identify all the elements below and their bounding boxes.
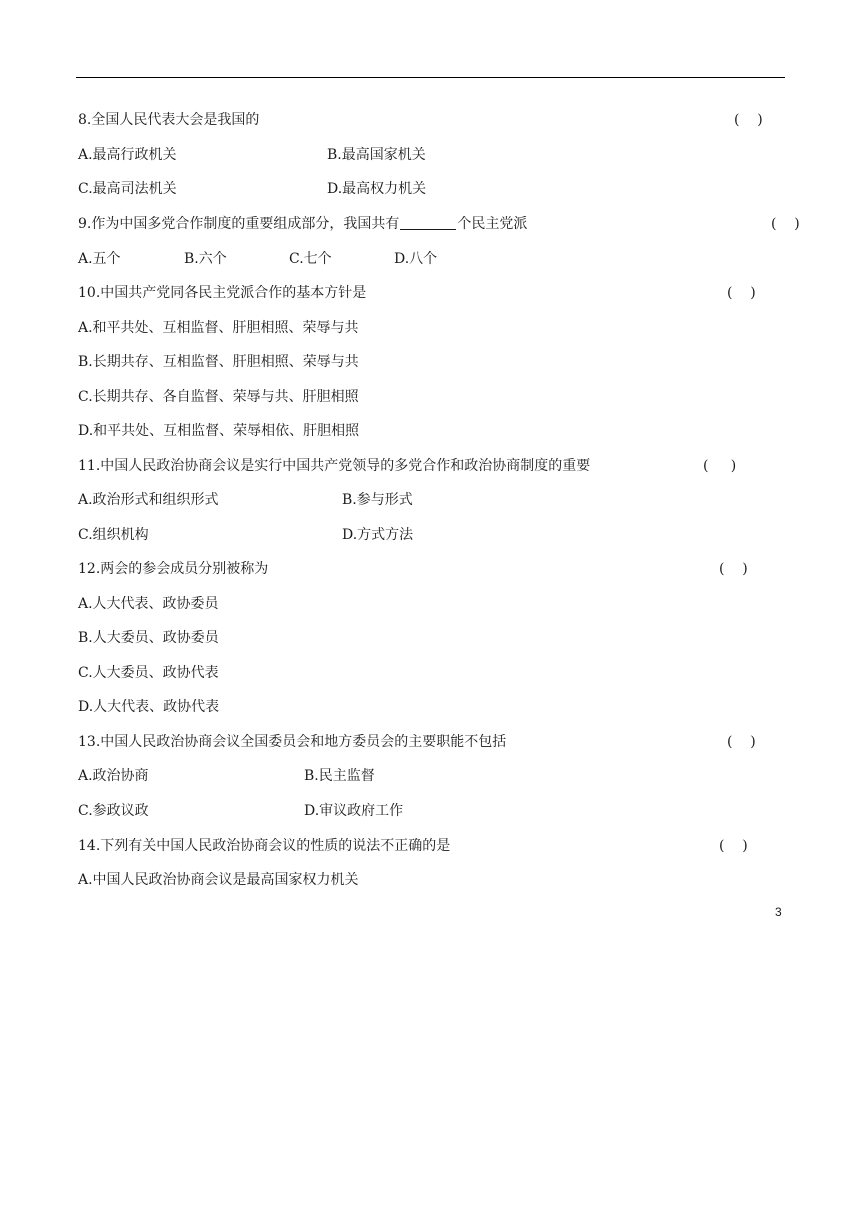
question-8-answer-paren: ( ) <box>734 112 763 128</box>
question-14-answer-paren: ( ) <box>719 838 748 854</box>
question-8-option-a: A.最高行政机关 <box>78 147 177 163</box>
question-10-option-a: A.和平共处、互相监督、肝胆相照、荣辱与共 <box>78 320 359 336</box>
question-10-option-b: B.长期共存、互相监督、肝胆相照、荣辱与共 <box>78 354 359 370</box>
question-9-answer-paren: ( ) <box>771 216 800 232</box>
header-rule <box>76 77 785 78</box>
question-13-option-d: D.审议政府工作 <box>304 803 404 819</box>
question-9-fill-blank <box>400 215 456 230</box>
question-11-option-d: D.方式方法 <box>342 527 414 543</box>
question-12-option-c: C.人大委员、政协代表 <box>78 665 219 681</box>
question-12-option-b: B.人大委员、政协委员 <box>78 630 219 646</box>
question-9-stem-after: 个民主党派 <box>457 216 528 232</box>
question-11-stem: 11.中国人民政治协商会议是实行中国共产党领导的多党合作和政治协商制度的重要 <box>78 458 591 474</box>
question-8-stem: 8.全国人民代表大会是我国的 <box>78 112 260 128</box>
question-10-stem: 10.中国共产党同各民主党派合作的基本方针是 <box>78 285 367 301</box>
question-11-option-a: A.政治形式和组织形式 <box>78 492 219 508</box>
question-12-option-d: D.人大代表、政协代表 <box>78 699 220 715</box>
question-9-stem <box>78 213 527 235</box>
question-9-stem-before: 9.作为中国多党合作制度的重要组成部分，我国共有 <box>78 216 400 232</box>
question-13-option-a: A.政治协商 <box>78 768 149 784</box>
question-12-stem: 12.两会的参会成员分别被称为 <box>78 561 269 577</box>
question-14-stem: 14.下列有关中国人民政治协商会议的性质的说法不正确的是 <box>78 838 451 854</box>
question-12-answer-paren: ( ) <box>719 561 748 577</box>
page-number: 3 <box>775 905 782 919</box>
question-11-option-b: B.参与形式 <box>342 492 413 508</box>
question-13-option-c: C.参政议政 <box>78 803 149 819</box>
question-9-option-b: B.六个 <box>184 251 227 267</box>
question-12-option-a: A.人大代表、政协委员 <box>78 596 219 612</box>
question-9-option-c: C.七个 <box>289 251 332 267</box>
question-9-option-d: D.八个 <box>394 251 438 267</box>
question-14-option-a: A.中国人民政治协商会议是最高国家权力机关 <box>78 872 359 888</box>
question-8-option-c: C.最高司法机关 <box>78 181 177 197</box>
question-11-answer-paren: ( ) <box>703 458 737 474</box>
question-8-option-d: D.最高权力机关 <box>327 181 427 197</box>
question-10-option-d: D.和平共处、互相监督、荣辱相依、肝胆相照 <box>78 423 360 439</box>
question-10-option-c: C.长期共存、各自监督、荣辱与共、肝胆相照 <box>78 389 359 405</box>
question-11-option-c: C.组织机构 <box>78 527 149 543</box>
question-10-answer-paren: ( ) <box>727 285 756 301</box>
question-8-option-b: B.最高国家机关 <box>327 147 426 163</box>
question-13-answer-paren: ( ) <box>727 734 756 750</box>
question-13-stem: 13.中国人民政治协商会议全国委员会和地方委员会的主要职能不包括 <box>78 734 507 750</box>
question-9-option-a: A.五个 <box>78 251 121 267</box>
question-13-option-b: B.民主监督 <box>304 768 375 784</box>
